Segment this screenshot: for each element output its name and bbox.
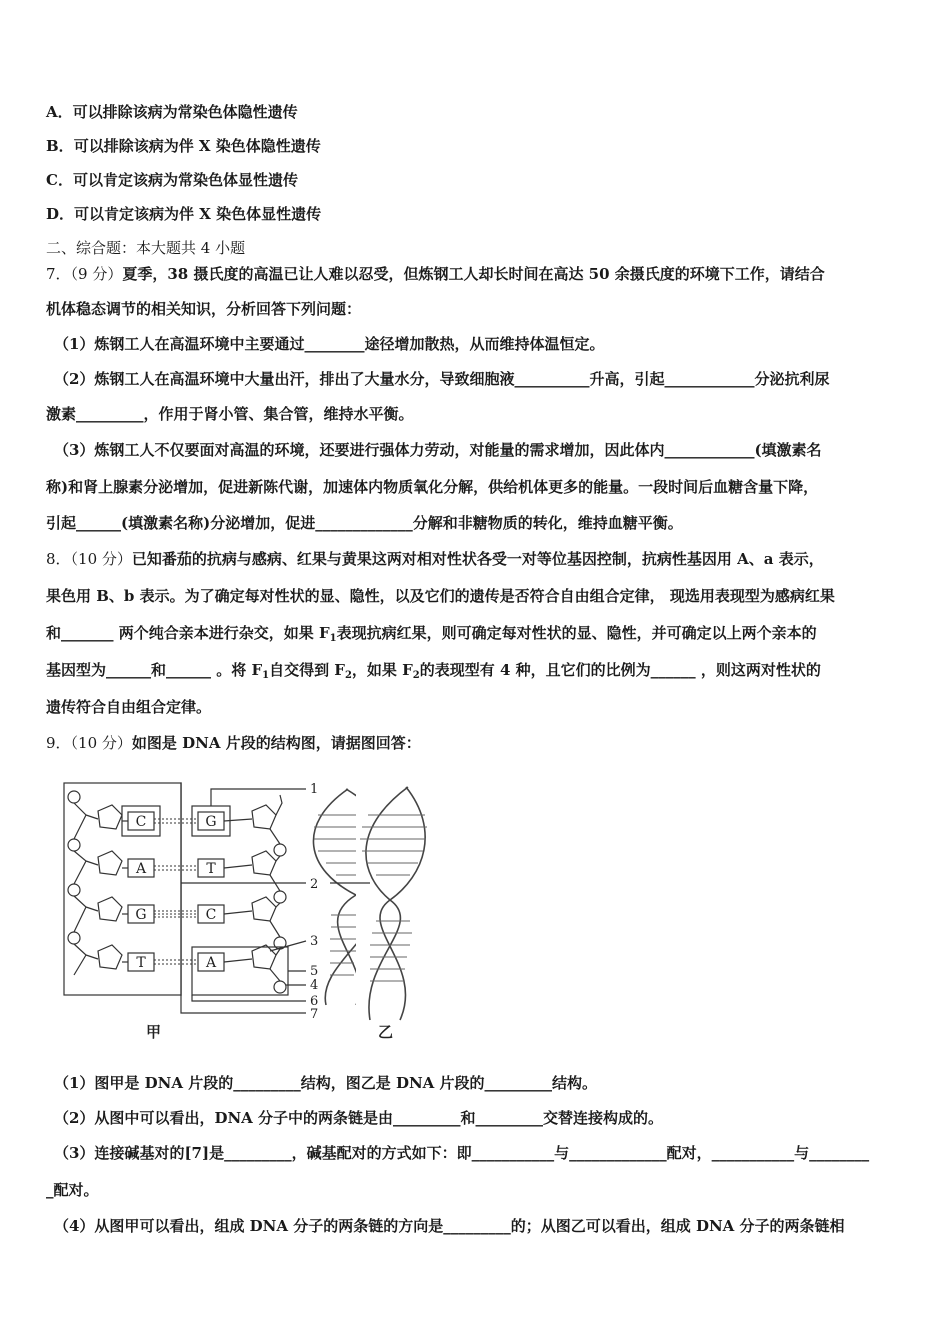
q9-part2: （2）从图中可以看出，DNA 分子中的两条链是由_________和_________交替连接构成的。 (54, 1109, 664, 1127)
q8-text3b: 表现抗病红果，则可确定每对性状的显、隐性，并可确定以上两个亲本的 (336, 624, 817, 642)
option-d (46, 204, 321, 224)
base-left-2: A (135, 861, 147, 877)
q8-text4a: 基因型为______和______ 。将 F (46, 661, 263, 679)
q8-text1: 已知番茄的抗病与感病、红果与黄果这两对相对性状各受一对等位基因控制，抗病性基因用 A、a 表示， (131, 550, 824, 568)
q7-stem-line1 (46, 264, 825, 284)
base-left-1: C (135, 814, 147, 830)
base-left-3: G (135, 907, 147, 923)
option-letter: A． (46, 103, 73, 121)
caption-right: 乙 (378, 1023, 394, 1041)
q7-part1: （1）炼钢工人在高温环境中主要通过________途径增加散热，从而维持体温恒定。 (54, 335, 605, 353)
right-backbone (224, 795, 286, 993)
base-right-2: T (206, 861, 216, 877)
q8-subscript: 2 (412, 670, 420, 681)
q8-subscript: 1 (329, 633, 337, 644)
left-backbone (68, 791, 122, 975)
q8-text4b: 自交得到 F (269, 661, 345, 679)
helix-figure-right (330, 775, 450, 1045)
q8-line2: 果色用 B、b 表示。为了确定每对性状的显、隐性，以及它们的遗传是否符合自由组合定律， 现选用表现型为感病红果 (46, 587, 835, 605)
callout-2: 2 (310, 877, 319, 892)
q8-line1 (46, 549, 824, 569)
dna-structure-figure (56, 775, 356, 1045)
q9-part3-line1: （3）连接碱基对的[7]是_________，碱基配对的方式如下：即___________与_____________配对，___________与________ (54, 1144, 870, 1162)
option-text: 可以排除该病为常染色体隐性遗传 (72, 103, 298, 121)
option-text: 可以排除该病为伴 X 染色体隐性遗传 (73, 137, 321, 155)
q7-part2-line1: （2）炼钢工人在高温环境中大量出汗，排出了大量水分，导致细胞液__________升高，引起____________分泌抗利尿 (54, 370, 830, 388)
q7-stem-line2: 机体稳态调节的相关知识，分析回答下列问题： (46, 300, 362, 318)
option-letter: C． (46, 171, 73, 189)
callout-7: 7 (310, 1007, 319, 1022)
base-right-1: G (205, 814, 217, 830)
q8-text3a: 和_______ 两个纯合亲本进行杂交，如果 F (46, 624, 330, 642)
option-b (46, 136, 321, 156)
q7-part3-line3: 引起______(填激素名称)分泌增加，促进_____________分解和非糖物质的转化，维持血糖平衡。 (46, 514, 683, 532)
q7-stem1: 夏季，38 摄氏度的高温已让人难以忍受，但炼钢工人却长时间在高达 50 余摄氏度的环境下工作，请结合 (122, 265, 825, 283)
option-letter: D． (46, 205, 75, 223)
q8-subscript: 1 (262, 670, 270, 681)
option-letter: B． (46, 137, 74, 155)
option-text: 可以肯定该病为伴 X 染色体显性遗传 (74, 205, 322, 223)
q9-part4: （4）从图甲可以看出，组成 DNA 分子的两条链的方向是_________的；从图乙可以看出，组成 DNA 分子的两条链相 (54, 1217, 845, 1235)
q8-line4 (46, 660, 821, 686)
q8-text4d: 的表现型有 4 种，且它们的比例为______ ，则这两对性状的 (419, 661, 821, 679)
q8-line3 (46, 623, 817, 649)
callout-1: 1 (310, 782, 319, 797)
q9-stem-text: 如图是 DNA 片段的结构图，请据图回答： (131, 734, 421, 752)
caption-left: 甲 (146, 1023, 162, 1041)
q9-part1: （1）图甲是 DNA 片段的_________结构，图乙是 DNA 片段的_________结构。 (54, 1074, 598, 1092)
base-right-4: A (205, 955, 217, 971)
option-a (46, 102, 298, 122)
q7-number: 7．（9 分） (46, 265, 123, 283)
option-text: 可以肯定该病为常染色体显性遗传 (72, 171, 298, 189)
q9-stem (46, 733, 421, 753)
q8-number: 8．（10 分） (46, 550, 132, 568)
callout-6: 6 (310, 994, 319, 1009)
q8-text4c: ，如果 F (351, 661, 413, 679)
callout-5: 5 (310, 964, 319, 979)
q7-part2-line2: 激素_________，作用于肾小管、集合管，维持水平衡。 (46, 405, 414, 423)
callout-4: 4 (310, 978, 319, 993)
base-left-4: T (136, 955, 146, 971)
option-c (46, 170, 298, 190)
q7-part3-line1: （3）炼钢工人不仅要面对高温的环境，还要进行强体力劳动，对能量的需求增加，因此体内____________(填激素名 (54, 441, 822, 459)
q7-part3-line2: 称)和肾上腺素分泌增加，促进新陈代谢，加速体内物质氧化分解，供给机体更多的能量。一段时间后血糖含量下降， (46, 478, 819, 496)
q8-line5: 遗传符合自由组合定律。 (46, 698, 212, 716)
q9-part3-line2: _配对。 (46, 1181, 99, 1199)
base-right-3: C (205, 907, 217, 923)
callout-3: 3 (310, 934, 319, 949)
section-title: 二、综合题：本大题共 4 小题 (46, 239, 246, 257)
q8-subscript: 2 (344, 670, 352, 681)
q9-number: 9．（10 分） (46, 734, 132, 752)
